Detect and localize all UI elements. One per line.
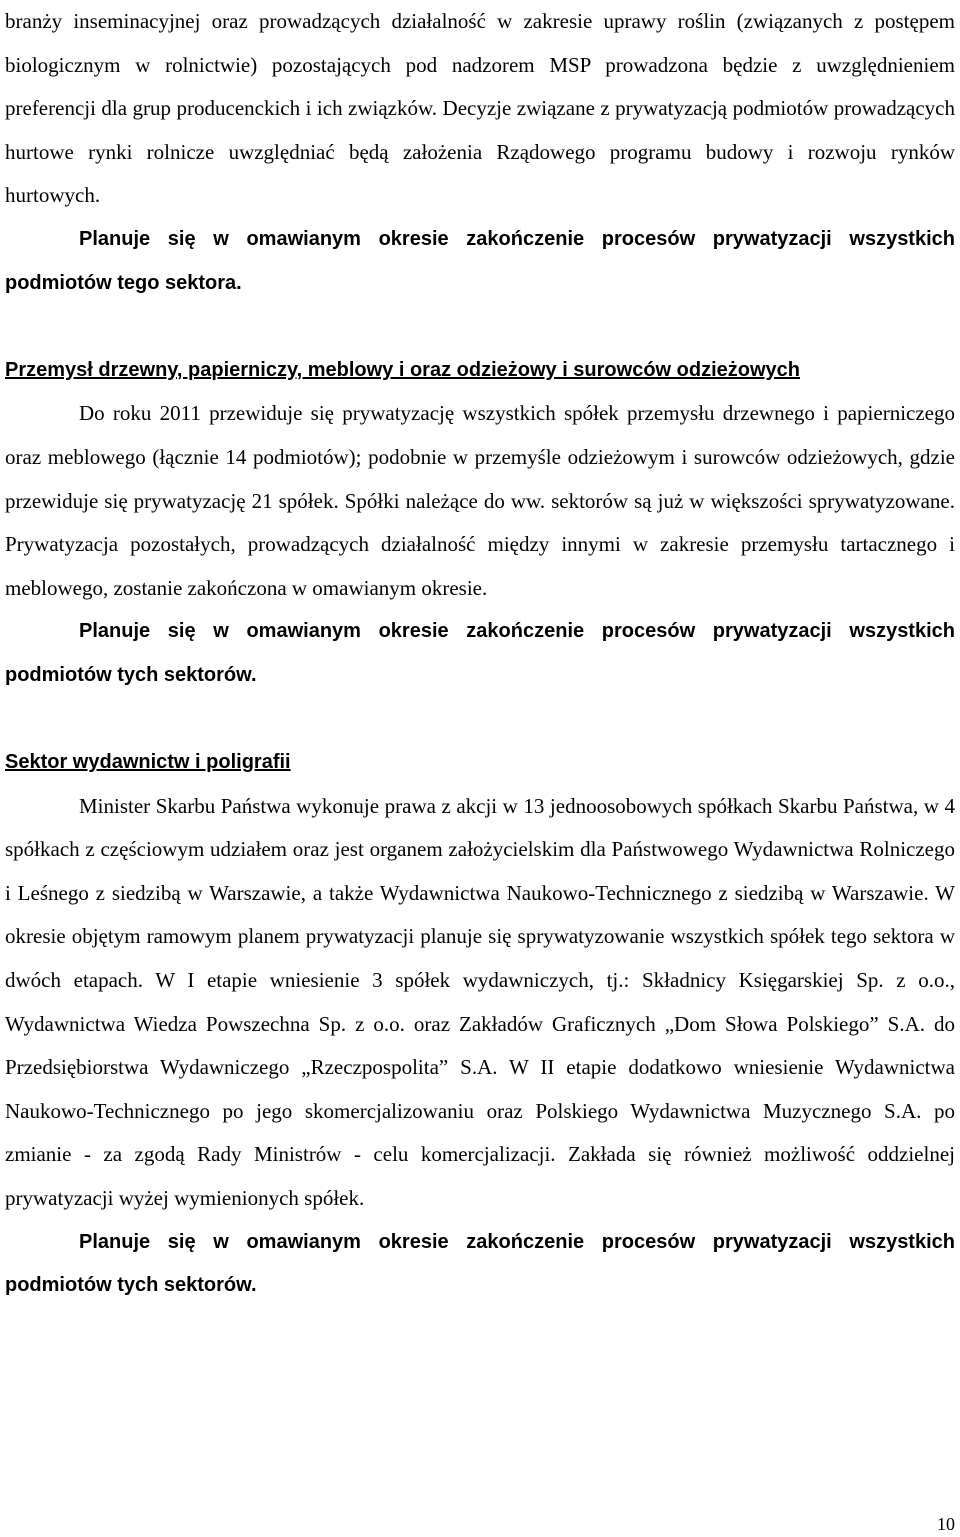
intro-paragraph: branży inseminacyjnej oraz prowadzących działalność w zakresie uprawy roślin (związanych z postępem biologicznym w rolnictwie) pozostających pod nadzorem MSP prowadzona będzie z uwzględnieniem preferencji dla grup producenckich i ich związków. Decyzje związane z prywatyzacją podmiotów prowadzących hurtowe rynki rolnicze uwzględniać będą założenia Rządowego programu budowy i rozwoju rynków hurtowych. [5,9,955,208]
spacer [5,698,955,742]
spacer [5,305,955,349]
page-number: 10 [937,1514,955,1534]
section-heading-publishing-printing: Sektor wydawnictw i poligrafii [5,751,291,774]
intro-conclusion: Planuje się w omawianym okresie zakończenie procesów prywatyzacji wszystkich podmiotów tego sektora. [5,227,955,294]
section-heading-wood-paper-furniture-clothing: Przemysł drzewny, papierniczy, meblowy i oraz odzieżowy i surowców odzieżowych [5,358,801,381]
section-conclusion-wood-paper-furniture-clothing: Planuje się w omawianym okresie zakończenie procesów prywatyzacji wszystkich podmiotów tych sektorów. [5,620,955,686]
section-body-publishing-printing: Minister Skarbu Państwa wykonuje prawa z akcji w 13 jednoosobowych spółkach Skarbu Państwa, w 4 spółkach z częściowym udziałem oraz jest organem założycielskim dla Państwowego Wydawnictwa Rolniczego i Leśnego z siedzibą w Warszawie, a także Wydawnictwa Naukowo-Technicznego z siedzibą w Warszawie. W okresie objętym ramowym planem prywatyzacji planuje się sprywatyzowanie wszystkich spółek tego sektora w dwóch etapach. W I etapie wniesienie 3 spółek wydawniczych, tj.: Składnicy Księgarskiej Sp. z o.o., Wydawnictwa Wiedza Powszechna Sp. z o.o. oraz Zakładów Graficznych „Dom Słowa Polskiego” S.A. do Przedsiębiorstwa Wydawniczego „Rzeczpospolita” S.A. W II etapie dodatkowo wniesienie Wydawnictwa Naukowo-Technicznego po jego skomercjalizowaniu oraz Polskiego Wydawnictwa Muzycznego S.A. po zmianie - za zgodą Rady Ministrów - celu komercjalizacji. Zakłada się również możliwość oddzielnej prywatyzacji wyżej wymienionych spółek. [5,793,955,1211]
document-page [5,0,955,1308]
section-conclusion-publishing-printing: Planuje się w omawianym okresie zakończenie procesów prywatyzacji wszystkich podmiotów tych sektorów. [5,1230,955,1297]
section-body-wood-paper-furniture-clothing: Do roku 2011 przewiduje się prywatyzację wszystkich spółek przemysłu drzewnego i papierniczego oraz meblowego (łącznie 14 podmiotów); podobnie w przemyśle odzieżowym i surowców odzieżowych, gdzie przewiduje się prywatyzację 21 spółek. Spółki należące do ww. sektorów są już w większości sprywatyzowane. Prywatyzacja pozostałych, prowadzących działalność między innymi w zakresie przemysłu tartacznego i meblowego, zostanie zakończona w omawianym okresie. [5,401,955,600]
